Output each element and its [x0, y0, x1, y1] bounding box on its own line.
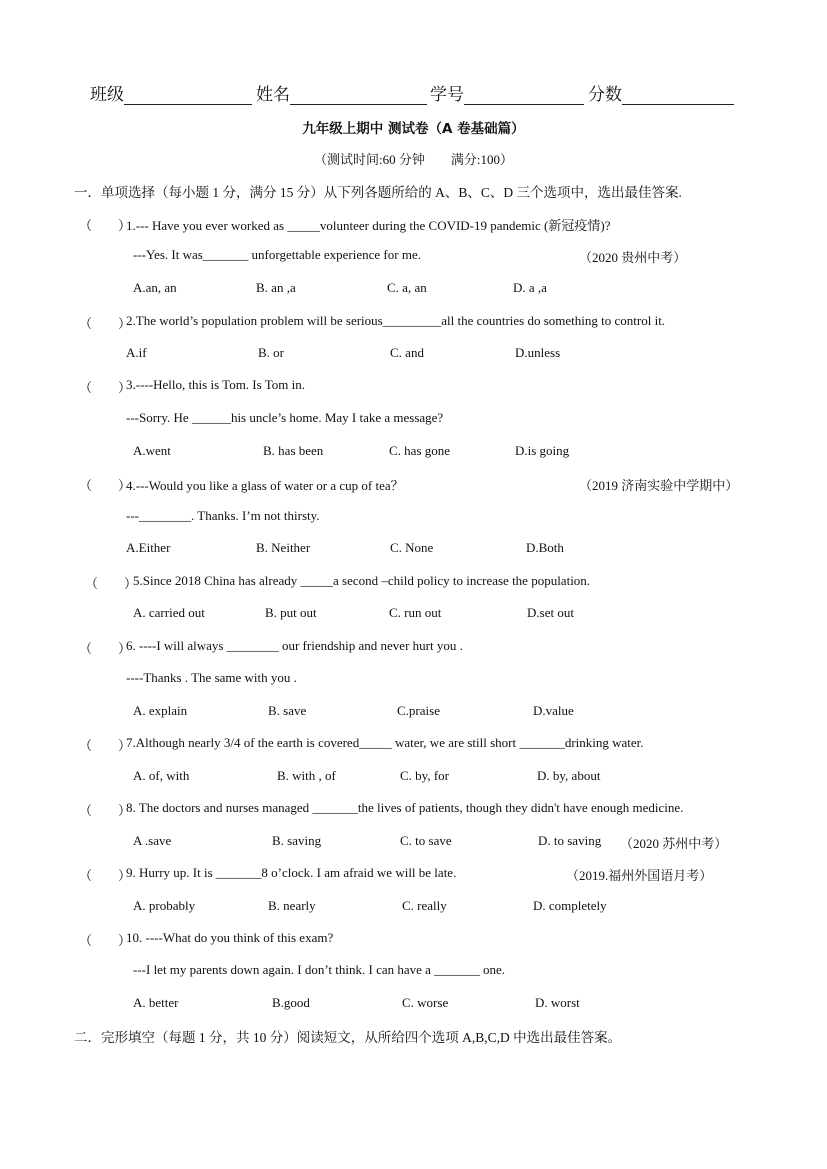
- q9-option-c[interactable]: C. really: [402, 898, 447, 913]
- q9-option-b[interactable]: B. nearly: [268, 898, 316, 913]
- q4-paren[interactable]: （ ）: [79, 478, 132, 493]
- q7-option-b[interactable]: B. with , of: [277, 768, 336, 783]
- q4-stem: 4.---Would you like a glass of water or a cup of tea？: [126, 478, 404, 493]
- q5-stem: 5.Since 2018 China has already _____a second –child policy to increase the population.: [133, 573, 591, 588]
- q2-option-b[interactable]: B. or: [258, 345, 284, 360]
- q6-stem-2: ----Thanks . The same with you .: [126, 670, 297, 685]
- q3-paren[interactable]: （ ）: [79, 380, 132, 395]
- q8-option-d[interactable]: D. to saving: [538, 833, 602, 848]
- name-blank[interactable]: [290, 86, 427, 105]
- q1-stem-2: ---Yes. It was_______ unforgettable experience for me.: [133, 247, 421, 262]
- q10-stem: 10. ----What do you think of this exam?: [126, 930, 334, 945]
- q8-source: （2020 苏州中考）: [620, 836, 728, 851]
- q3-option-c[interactable]: C. has gone: [389, 443, 451, 458]
- q9-stem: 9. Hurry up. It is _______8 o’clock. I am afraid we will be late.: [126, 865, 457, 880]
- q3-option-b[interactable]: B. has been: [263, 443, 324, 458]
- q3-option-d[interactable]: D.is going: [515, 443, 570, 458]
- q1-option-a[interactable]: A.an, an: [133, 280, 177, 295]
- q6-option-b[interactable]: B. save: [268, 703, 307, 718]
- id-field: [430, 80, 584, 105]
- q5-paren[interactable]: （ ）: [85, 576, 138, 591]
- section-1-heading: 一．单项选择（每小题 1 分，满分 15 分）从下列各题所给的 A、B、C、D 三个选项中，选出最佳答案.: [74, 185, 682, 200]
- q10-stem-2: ---I let my parents down again. I don’t think. I can have a _______ one.: [133, 962, 505, 977]
- q8-stem: 8. The doctors and nurses managed _______the lives of patients, though they didn't have enough medicine.: [126, 800, 684, 815]
- name-label: 姓名: [256, 85, 290, 104]
- score-field: [588, 80, 734, 105]
- q2-option-c[interactable]: C. and: [390, 345, 424, 360]
- q1-option-d[interactable]: D. a ,a: [513, 280, 547, 295]
- q1-paren[interactable]: （ ）: [79, 218, 132, 233]
- q7-stem: 7.Although nearly 3/4 of the earth is covered_____ water, we are still short _______drinking water.: [126, 735, 644, 750]
- q4-option-d[interactable]: D.Both: [526, 540, 564, 555]
- q1-option-b[interactable]: B. an ,a: [256, 280, 296, 295]
- q4-option-c[interactable]: C. None: [390, 540, 434, 555]
- q7-option-d[interactable]: D. by, about: [537, 768, 601, 783]
- q5-option-a[interactable]: A. carried out: [133, 605, 205, 620]
- q4-option-a[interactable]: A.Either: [126, 540, 171, 555]
- q8-option-c[interactable]: C. to save: [400, 833, 452, 848]
- class-field: [90, 80, 252, 105]
- q4-stem-2: ---________. Thanks. I’m not thirsty.: [126, 508, 320, 523]
- score-label: 分数: [588, 85, 622, 104]
- q2-stem: 2.The world’s population problem will be serious_________all the countries do something to control it.: [126, 313, 666, 328]
- q6-option-d[interactable]: D.value: [533, 703, 574, 718]
- q1-source: （2020 贵州中考）: [579, 250, 687, 265]
- q2-option-d[interactable]: D.unless: [515, 345, 561, 360]
- q8-option-b[interactable]: B. saving: [272, 833, 322, 848]
- q10-option-a[interactable]: A. better: [133, 995, 179, 1010]
- q7-option-a[interactable]: A. of, with: [133, 768, 190, 783]
- page-title: 九年级上期中 测试卷（A 卷基础篇）: [302, 121, 525, 137]
- q7-option-c[interactable]: C. by, for: [400, 768, 449, 783]
- q10-option-b[interactable]: B.good: [272, 995, 310, 1010]
- q9-source: （2019.福州外国语月考）: [566, 868, 713, 883]
- q6-option-a[interactable]: A. explain: [133, 703, 188, 718]
- q3-option-a[interactable]: A.went: [133, 443, 171, 458]
- q8-option-a[interactable]: A .save: [133, 833, 172, 848]
- q1-option-c[interactable]: C. a, an: [387, 280, 427, 295]
- q5-option-b[interactable]: B. put out: [265, 605, 317, 620]
- section-2-heading: 二．完形填空（每题 1 分，共 10 分）阅读短文，从所给四个选项 A,B,C,D 中选出最佳答案。: [74, 1030, 622, 1045]
- q6-paren[interactable]: （ ）: [79, 641, 132, 656]
- q4-option-b[interactable]: B. Neither: [256, 540, 311, 555]
- name-field: [256, 80, 427, 105]
- q6-stem: 6. ----I will always ________ our friendship and never hurt you .: [126, 638, 463, 653]
- class-label: 班级: [90, 85, 124, 104]
- q9-paren[interactable]: （ ）: [79, 868, 132, 883]
- q8-paren[interactable]: （ ）: [79, 803, 132, 818]
- q3-stem: 3.----Hello, this is Tom. Is Tom in.: [126, 377, 305, 392]
- id-blank[interactable]: [464, 86, 584, 105]
- q5-option-d[interactable]: D.set out: [527, 605, 574, 620]
- q10-paren[interactable]: （ ）: [79, 933, 132, 948]
- q1-stem: 1.--- Have you ever worked as _____volunteer during the COVID-19 pandemic (新冠疫情)?: [126, 218, 611, 233]
- q6-option-c[interactable]: C.praise: [397, 703, 440, 718]
- q3-stem-2: ---Sorry. He ______his uncle’s home. May I take a message?: [126, 410, 444, 425]
- q2-paren[interactable]: （ ）: [79, 316, 132, 331]
- q10-option-d[interactable]: D. worst: [535, 995, 580, 1010]
- id-label: 学号: [430, 85, 464, 104]
- q5-option-c[interactable]: C. run out: [389, 605, 442, 620]
- q2-option-a[interactable]: A.if: [126, 345, 147, 360]
- q9-option-d[interactable]: D. completely: [533, 898, 607, 913]
- score-blank[interactable]: [622, 86, 734, 105]
- q9-option-a[interactable]: A. probably: [133, 898, 196, 913]
- class-blank[interactable]: [124, 86, 252, 105]
- q10-option-c[interactable]: C. worse: [402, 995, 449, 1010]
- q7-paren[interactable]: （ ）: [79, 738, 132, 753]
- q4-source: （2019 济南实验中学期中）: [579, 478, 739, 493]
- page-subtitle: （测试时间:60 分钟 满分:100）: [314, 152, 513, 167]
